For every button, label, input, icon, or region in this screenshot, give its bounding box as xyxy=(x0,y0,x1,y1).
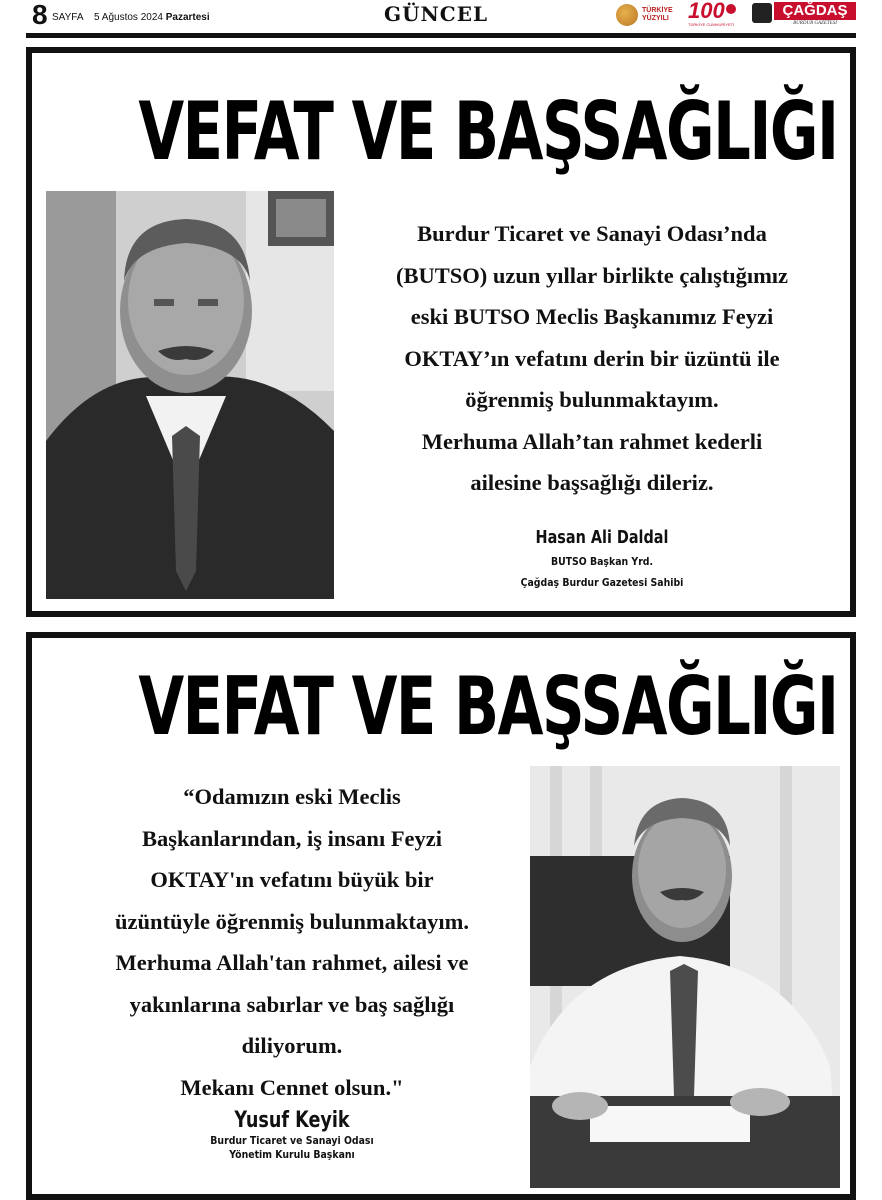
notice-title: VEFAT VE BAŞSAĞLIĞI xyxy=(138,85,838,178)
condolence-notice-2 xyxy=(26,632,856,1200)
republic-100-logo xyxy=(688,0,738,30)
logo-100-subtitle: TÜRKİYE CUMHURİYETİ xyxy=(688,22,735,27)
message-line: Mekanı Cennet olsun." xyxy=(180,1074,404,1100)
signature-name: Yusuf Keyik xyxy=(234,1108,350,1133)
cagdas-burdur-logo xyxy=(752,1,856,29)
notice-message xyxy=(52,776,532,1108)
message-line: eski BUTSO Meclis Başkanımız Feyzi xyxy=(410,304,774,329)
signature-role: Çağdaş Burdur Gazetesi Sahibi xyxy=(520,576,684,589)
issue-date xyxy=(94,12,210,23)
signature-block xyxy=(172,1108,412,1162)
turkiye-yuzyili-text xyxy=(642,7,673,23)
notice-title: VEFAT VE BAŞSAĞLIĞI xyxy=(138,660,838,753)
signature-role: Yönetim Kurulu Başkanı xyxy=(229,1148,355,1161)
issue-weekday: Pazartesi xyxy=(165,12,210,23)
cagdas-slogan: BURDUR GAZETESİ xyxy=(793,21,837,26)
cagdas-wordmark: ÇAĞDAŞ xyxy=(774,2,856,20)
desk-portrait-photo xyxy=(530,766,840,1188)
message-line: “Odamızın eski Meclis xyxy=(183,784,401,809)
portrait-badge-icon xyxy=(752,3,772,23)
message-line: ailesine başsağlığı dileriz. xyxy=(470,470,714,495)
page-label: SAYFA xyxy=(52,12,84,23)
message-line: Merhuma Allah’tan rahmet kederli xyxy=(421,428,763,454)
signature-role: BUTSO Başkan Yrd. xyxy=(550,555,654,568)
message-line: (BUTSO) uzun yıllar birlikte çalıştığımız xyxy=(395,262,789,288)
notice-message xyxy=(344,213,840,504)
signature-name: Hasan Ali Daldal xyxy=(535,527,669,548)
logo-line-1: TÜRKİYE xyxy=(642,7,673,14)
message-line: Merhuma Allah'tan rahmet, ailesi ve xyxy=(115,950,469,975)
message-line: öğrenmiş bulunmaktayım. xyxy=(465,387,719,412)
message-line: OKTAY’ın vefatını derin bir üzüntü ile xyxy=(404,345,780,371)
section-title: GÜNCEL xyxy=(384,2,489,26)
message-line: yakınlarına sabırlar ve baş sağlığı xyxy=(129,991,455,1017)
logo-line-2: YÜZYILI xyxy=(642,15,669,22)
portrait-photo xyxy=(46,191,334,599)
signature-block xyxy=(462,525,742,593)
portrait-photo-image xyxy=(46,191,334,599)
message-line: üzüntüyle öğrenmiş bulunmaktayım. xyxy=(114,908,470,934)
message-line: OKTAY'ın vefatını büyük bir xyxy=(150,867,434,892)
message-line: diliyorum. xyxy=(241,1033,343,1058)
crescent-star-icon xyxy=(726,4,736,14)
signature-role: Burdur Ticaret ve Sanayi Odası xyxy=(210,1134,374,1147)
desk-portrait-photo-image xyxy=(530,766,840,1188)
logo-100-number: 100 xyxy=(688,0,725,23)
page-number: 8 xyxy=(32,0,48,30)
message-line: Başkanlarından, iş insanı Feyzi xyxy=(141,825,443,851)
turkiye-yuzyili-logo xyxy=(616,2,676,28)
message-line: Burdur Ticaret ve Sanayi Odası’nda xyxy=(417,221,767,246)
issue-date-day: 5 Ağustos 2024 xyxy=(94,12,163,23)
condolence-notice-1 xyxy=(26,47,856,617)
sun-emblem-icon xyxy=(616,4,638,26)
page-header xyxy=(26,0,856,34)
header-rule xyxy=(26,33,856,38)
